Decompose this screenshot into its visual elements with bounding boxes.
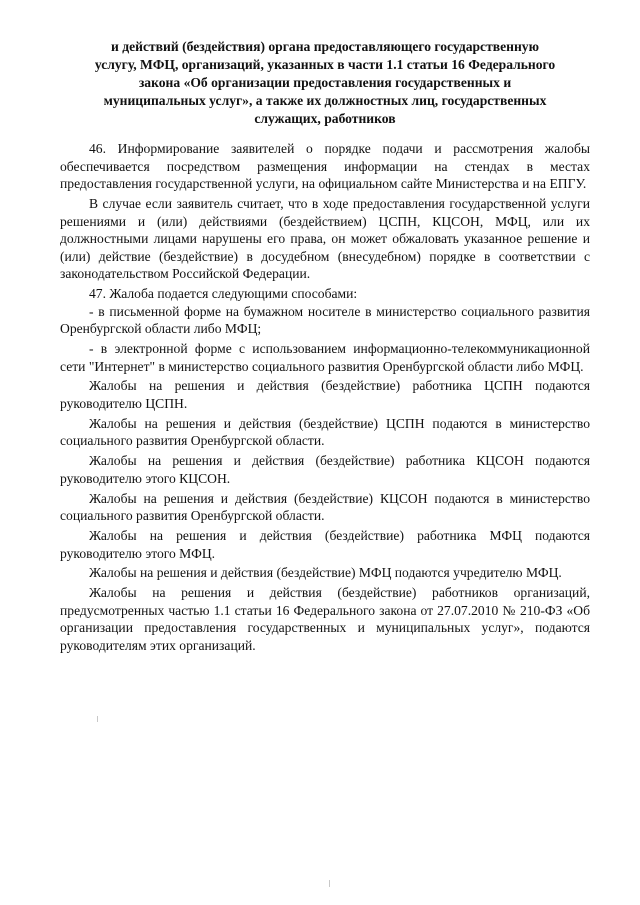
paragraph-cspn-complaints: Жалобы на решения и действия (бездействие) ЦСПН подаются в министерство социального развития Оренбургской области. (60, 415, 590, 449)
paragraph-cspn-employee-complaints: Жалобы на решения и действия (бездействие) работника ЦСПН подаются руководителю ЦСПН. (60, 378, 590, 412)
section-heading (60, 38, 590, 128)
paragraph-appeal-right: В случае если заявитель считает, что в ходе предоставления государственной услуги решениями и (или) действиями (бездействием) ЦСПН, КЦСОН, МФЦ, или их должностными лицами нарушены его права, он может обжаловать указанное решение и (или) действие (бездействие) в досудебном (внесудебном) порядке в соответствии с законодательством Российской Федерации. (60, 195, 590, 282)
list-item-paper-form: - в письменной форме на бумажном носителе в министерство социального развития Оренбургской области либо МФЦ; (60, 303, 590, 337)
paragraph-mfc-complaints: Жалобы на решения и действия (бездействие) МФЦ подаются учредителю МФЦ. (89, 565, 562, 581)
paragraph-mfc-employee-complaints: Жалобы на решения и действия (бездействие) работника МФЦ подаются руководителю этого МФЦ. (60, 527, 590, 561)
heading-line: муниципальных услуг», а также их должностных лиц, государственных (103, 93, 547, 108)
paragraph-organization-complaints: Жалобы на решения и действия (бездействие) работников организаций, предусмотренных частью 1.1 статьи 16 Федерального закона от 27.07.2010 № 210-ФЗ «Об организации предоставления государственных и муниципальных услуг», подаются руководителям этих организаций. (60, 585, 590, 653)
paragraph-46-informing: 46. Информирование заявителей о порядке подачи и рассмотрения жалобы обеспечивается посредством размещения информации на стендах в местах предоставления государственной услуги, на официальном сайте Министерства и на ЕПГУ. (60, 141, 590, 192)
document-body (60, 140, 590, 655)
paragraph-kcson-employee-complaints: Жалобы на решения и действия (бездействие) работника КЦСОН подаются руководителю этого КЦСОН. (60, 453, 590, 486)
scan-artifact (97, 716, 98, 722)
paragraph-47-submission-methods: 47. Жалоба подается следующими способами: (89, 286, 358, 302)
heading-line: закона «Об организации предоставления государственных и (138, 75, 512, 90)
paragraph-kcson-complaints: Жалобы на решения и действия (бездействие) КЦСОН подаются в министерство социального развития Оренбургской области. (60, 490, 590, 524)
scan-artifact (329, 880, 330, 887)
heading-line: и действий (бездействия) органа предоставляющего государственную (110, 39, 539, 54)
heading-line: служащих, работников (254, 111, 396, 126)
heading-line: услугу, МФЦ, организаций, указанных в части 1.1 статьи 16 Федерального (94, 57, 556, 72)
list-item-electronic-form: - в электронной форме с использованием информационно-телекоммуникационной сети "Интернет" в министерство социального развития Оренбургской области либо МФЦ. (60, 341, 590, 374)
